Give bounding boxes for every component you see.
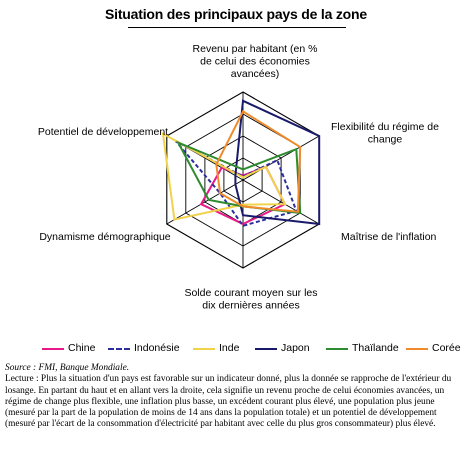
axis-label-2-line-0: Maîtrise de l'inflation bbox=[341, 231, 437, 243]
legend-label-indonesie: Indonésie bbox=[134, 342, 180, 354]
reading-guide: Lecture : Plus la situation d'un pays est favorable sur un indicateur donné, plus la donnée se rapproche de l'extérieur du losange. En partant du haut et en allant vers la droite, cela signifie un revenu proche de celui économies avancées, un régime de change plus flexible, une inflation plus basse, un excédent courant plus élevé, une population plus jeune (mesuré par la part de la population de moins de 14 ans dans la population totale) et un potentiel de développement (mesuré par l'écart de la consommation d'électricité par habitant avec celle du plus gros consommateur) plus élevé. bbox=[5, 374, 452, 430]
legend-label-coree: Corée bbox=[432, 342, 461, 354]
legend-label-inde: Inde bbox=[219, 342, 240, 354]
axis-label-2 bbox=[341, 231, 437, 243]
axis-label-0-line-0: Revenu par habitant (en % bbox=[192, 43, 318, 55]
chart-title: Situation des principaux pays de la zone bbox=[105, 6, 367, 22]
source-line: Source : FMI, Banque Mondiale. bbox=[5, 363, 130, 373]
axis-label-0-line-2: avancées) bbox=[230, 68, 280, 80]
axis-label-1-line-1: change bbox=[367, 133, 403, 146]
axis-label-0-line-1: de celui des économies bbox=[200, 55, 310, 68]
axis-label-5 bbox=[38, 126, 168, 138]
series-coree bbox=[216, 111, 300, 211]
legend-label-chine: Chine bbox=[68, 342, 96, 354]
axis-label-3-line-0: Solde courant moyen sur les bbox=[184, 287, 318, 299]
chart-note bbox=[5, 363, 467, 431]
radar-grid bbox=[167, 92, 319, 268]
legend-swatch-thailande bbox=[326, 348, 348, 350]
legend-label-japon: Japon bbox=[281, 342, 310, 354]
axis-label-1 bbox=[331, 121, 439, 146]
axis-label-5-line-0: Potentiel de développement bbox=[37, 126, 169, 138]
legend-swatch-coree bbox=[406, 348, 428, 350]
legend-swatch-chine bbox=[42, 348, 64, 350]
legend-swatch-japon bbox=[255, 348, 277, 350]
radar-series bbox=[163, 101, 319, 226]
legend-label-thailande: Thaïlande bbox=[352, 342, 399, 354]
axis-label-3-line-1: dix dernières années bbox=[202, 299, 300, 312]
axis-label-3 bbox=[184, 287, 317, 312]
axis-label-4 bbox=[39, 231, 170, 243]
axis-label-0 bbox=[193, 43, 318, 80]
axis-label-1-line-0: Flexibilité du régime de bbox=[331, 121, 439, 133]
legend bbox=[0, 338, 472, 358]
legend-swatch-indonesie bbox=[108, 348, 130, 350]
legend-swatch-inde bbox=[193, 348, 215, 350]
axis-label-4-line-0: Dynamisme démographique bbox=[39, 231, 171, 243]
